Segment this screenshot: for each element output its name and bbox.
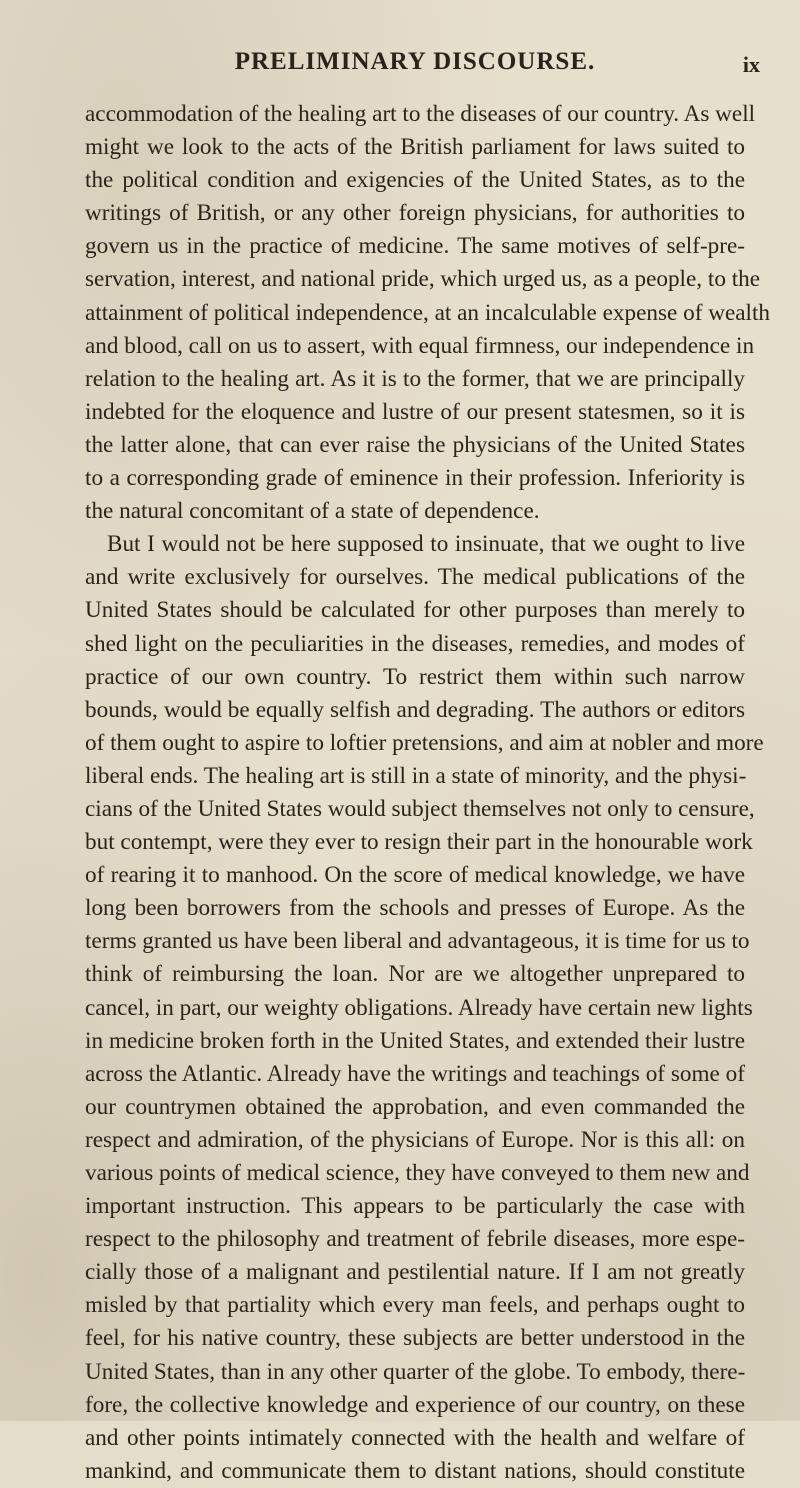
text-line: relation to the healing art. As it is to the former, that we are principally: [85, 365, 745, 392]
text-line: and other points intimately connected with the health and welfare of: [85, 1424, 745, 1451]
text-line: long been borrowers from the schools and presses of Europe. As the: [85, 895, 745, 922]
text-line: bounds, would be equally selfish and degrading. The authors or editors: [85, 696, 745, 723]
text-line: But I would not be here supposed to insinuate, that we ought to live: [107, 531, 745, 558]
text-line: across the Atlantic. Already have the writings and teachings of some of: [85, 1060, 745, 1087]
text-line: think of reimbursing the loan. Nor are we altogether unprepared to: [85, 961, 745, 988]
page-number: ix: [742, 52, 760, 77]
text-line: indebted for the eloquence and lustre of our present statesmen, so it is: [85, 398, 745, 425]
text-line: United States, than in any other quarter of the globe. To embody, there-: [85, 1358, 746, 1385]
text-line: in medicine broken forth in the United States, and extended their lustre: [85, 1027, 745, 1054]
text-line: fore, the collective knowledge and experience of our country, on these: [85, 1391, 745, 1418]
text-line: shed light on the peculiarities in the diseases, remedies, and modes of: [85, 630, 745, 657]
text-line: mankind, and communicate them to distant nations, should constitute: [85, 1457, 745, 1484]
text-line: cians of the United States would subject themselves not only to censure,: [85, 795, 755, 822]
text-line: of them ought to aspire to loftier pretensions, and aim at nobler and more: [85, 729, 764, 756]
text-line: attainment of political independence, at an incalculable expense of wealth: [85, 299, 771, 326]
text-line: misled by that partiality which every man feels, and perhaps ought to: [85, 1292, 745, 1319]
text-line: servation, interest, and national pride, which urged us, as a people, to the: [85, 266, 761, 293]
body-text: [85, 98, 771, 1488]
page-header: [95, 48, 760, 88]
text-line: respect to the philosophy and treatment of febrile diseases, more espe-: [85, 1226, 745, 1253]
text-line: govern us in the practice of medicine. The same motives of self-pre-: [85, 233, 745, 260]
text-line: practice of our own country. To restrict them within such narrow: [85, 663, 745, 690]
text-line: to a corresponding grade of eminence in their profession. Inferiority is: [85, 465, 745, 492]
text-line: United States should be calculated for other purposes than merely to: [85, 597, 745, 624]
text-line: the natural concomitant of a state of dependence.: [85, 498, 540, 525]
text-line: feel, for his native country, these subjects are better understood in the: [85, 1325, 745, 1352]
text-line: cancel, in part, our weighty obligations. Already have certain new lights: [85, 994, 753, 1021]
text-line: respect and admiration, of the physicians of Europe. Nor is this all: on: [85, 1126, 745, 1153]
text-line: our countrymen obtained the approbation, and even commanded the: [85, 1093, 745, 1120]
text-line: accommodation of the healing art to the diseases of our country. As well: [85, 101, 756, 127]
text-line: liberal ends. The healing art is still in a state of minority, and the physi-: [85, 762, 747, 789]
text-line: the latter alone, that can ever raise the physicians of the United States: [85, 431, 745, 458]
text-line: and blood, call on us to assert, with equal firmness, our independence in: [85, 332, 755, 359]
text-line: might we look to the acts of the British parliament for laws suited to: [85, 134, 745, 161]
text-line: terms granted us have been liberal and advantageous, it is time for us to: [85, 928, 750, 955]
text-line: but contempt, were they ever to resign their part in the honourable work: [85, 829, 753, 856]
running-head: PRELIMINARY DISCOURSE.: [234, 48, 596, 75]
text-line: important instruction. This appears to be particularly the case with: [85, 1193, 745, 1220]
text-line: writings of British, or any other foreign physicians, for authorities to: [85, 200, 745, 227]
text-line: of rearing it to manhood. On the score of medical knowledge, we have: [85, 862, 745, 889]
text-line: cially those of a malignant and pestilential nature. If I am not greatly: [85, 1259, 745, 1286]
text-line: the political condition and exigencies of the United States, as to the: [85, 167, 745, 194]
text-line: and write exclusively for ourselves. The medical publications of the: [85, 564, 745, 591]
text-line: various points of medical science, they have conveyed to them new and: [85, 1160, 750, 1186]
